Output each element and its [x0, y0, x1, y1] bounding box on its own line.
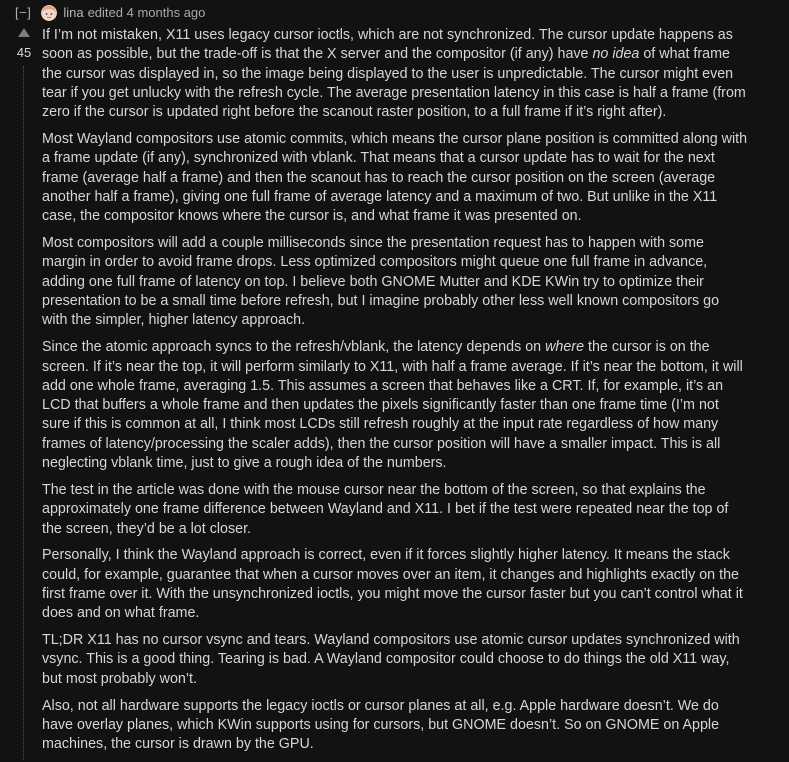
user-avatar-icon[interactable]: [41, 5, 57, 21]
comment-paragraph: TL;DR X11 has no cursor vsync and tears. Wayland compositors use atomic cursor updates synchronized with vsync. This is a good thing. Tearing is bad. A Wayland compositor could choose to do things the old X11 way, but most probably won’t.: [42, 632, 740, 687]
comment-paragraph: Personally, I think the Wayland approach is correct, even if it forces slightly higher latency. It means the stack could, for example, guarantee that when a cursor moves over an item, it changes and highlights exactly on the first frame over it. With the unsynchronized ioctls, you might move the cursor faster but you can’t control what it does and on what frame.: [42, 547, 743, 622]
thread-line[interactable]: [23, 66, 24, 760]
comment-paragraph: Also, not all hardware supports the legacy ioctls or cursor planes at all, e.g. Apple hardware doesn’t. We do have overlay planes, which KWin supports using for cursors, but GNOME doesn’t. So on GNOME on Apple machines, the cursor is drawn by the GPU.: [42, 697, 720, 753]
vote-column: [12, 25, 36, 62]
edited-timestamp: edited 4 months ago: [87, 5, 206, 21]
comment-score: 45: [16, 45, 32, 60]
author-link[interactable]: lina: [63, 5, 84, 21]
collapse-toggle[interactable]: [−]: [15, 5, 32, 21]
comment-paragraph: Most Wayland compositors use atomic commits, which means the cursor plane position is committed along with a frame update (if any), synchronized with vblank. That means that a cursor update has to wait for the next frame (average half a frame) and then the scanout has to reach the cursor position on the screen (average another half a frame), giving one full frame of average latency and a maximum of two. But unlike in the X11 case, the compositor knows where the cursor is, and what frame it was presented on.: [42, 131, 748, 225]
comment-paragraph: Since the atomic approach syncs to the refresh/vblank, the latency depends on where the cursor is on the screen. If it’s near the top, it will perform similarly to X11, with half a frame average. If it’s near the bottom, it will add one whole frame, averaging 1.5. This assumes a screen that behaves like a CRT. If, for example, it’s an LCD that buffers a whole frame and then updates the pixels significantly faster than one frame time (I’m not sure if this is common at all, I think most LCDs still refresh roughly at the input rate regardless of how many frames of latency/processing the scaler adds), then the cursor position will have a smaller impact. This is all neglecting vblank time, just to give a rough idea of the numbers.: [42, 339, 743, 472]
upvote-arrow-icon[interactable]: [18, 28, 30, 37]
comment-paragraph: If I’m not mistaken, X11 uses legacy cursor ioctls, which are not synchronized. The cursor update happens as soon as possible, but the trade-off is that the X server and the compositor (if any) have no idea of what frame the cursor was displayed in, so the image being displayed to the user is unpredictable. The cursor might even tear if you get unlucky with the refresh cycle. The average presentation latency in this case is half a frame (from zero if the cursor is updated right before the scanout raster position, to a full frame if it’s right after).: [42, 27, 746, 121]
comment-body: [42, 26, 748, 762]
comment-paragraph: The test in the article was done with the mouse cursor near the bottom of the screen, so that explains the approximately one frame difference between Wayland and X11. I bet if the test were repeated near the top of the screen, they’d be a lot closer.: [42, 481, 729, 537]
comment-header: [15, 3, 205, 23]
comment-paragraph: Most compositors will add a couple milliseconds since the presentation request has to happen with some margin in order to avoid frame drops. Less optimized compositors might queue one full frame in advance, adding one full frame of latency on top. I believe both GNOME Mutter and KDE KWin try to optimize their presentation to be a small time before refresh, but I imagine probably other less well known compositors go with the simpler, higher latency approach.: [42, 235, 720, 329]
